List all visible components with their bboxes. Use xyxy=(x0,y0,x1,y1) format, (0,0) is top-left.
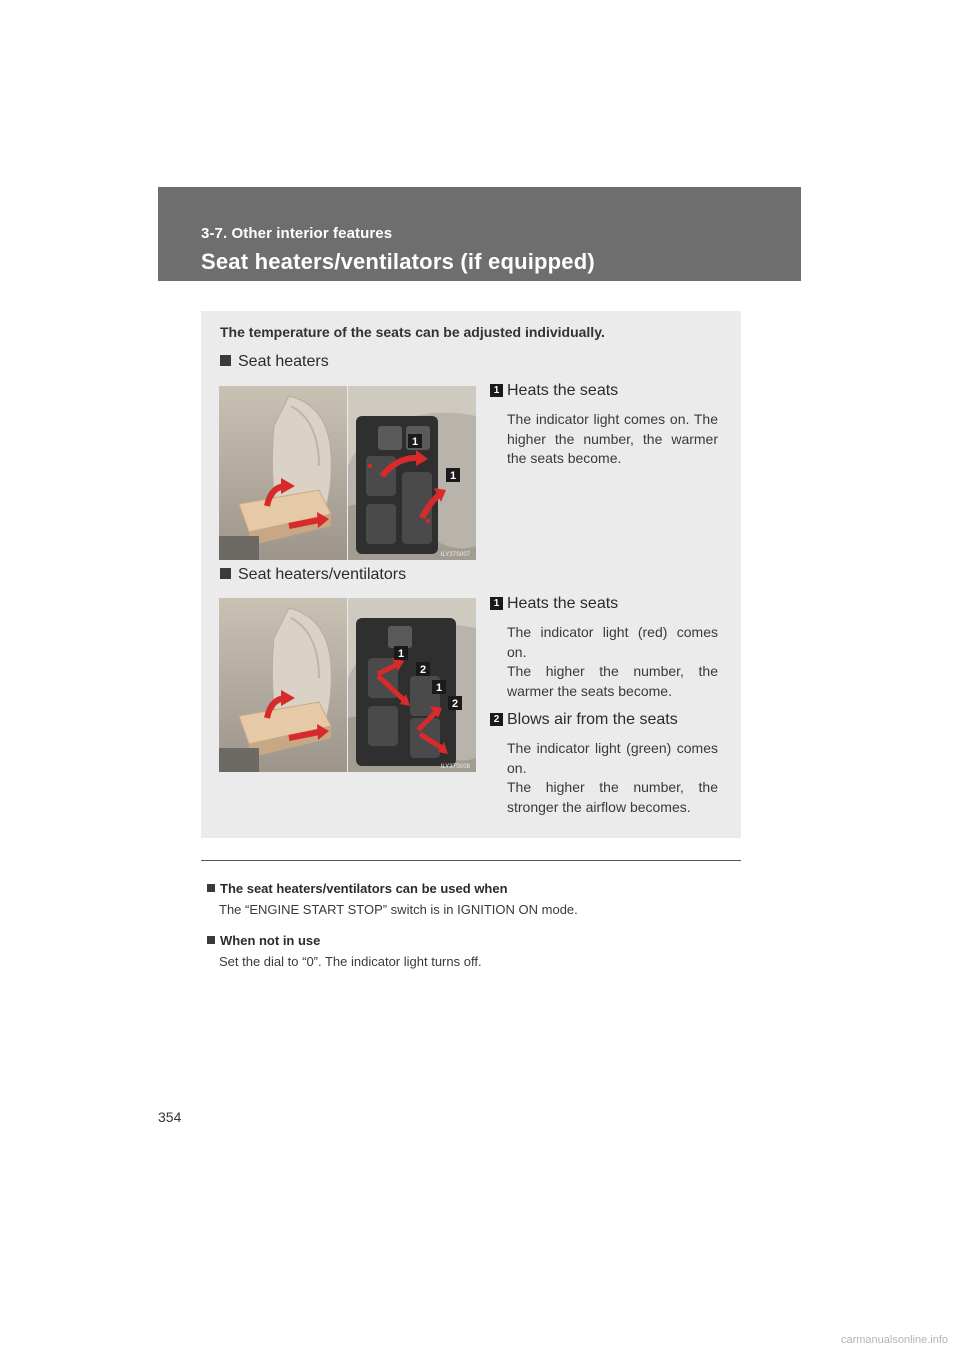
step-number-badge: 1 xyxy=(490,384,503,397)
watermark: carmanualsonline.info xyxy=(840,1334,948,1346)
image-code-label: ILY37S007 xyxy=(440,552,470,558)
step-heats-seats xyxy=(490,381,718,469)
step-title: Blows air from the seats xyxy=(507,711,678,728)
square-bullet-icon xyxy=(207,936,215,944)
note-not-in-use xyxy=(207,933,747,969)
page-title: Seat heaters/ventilators (if equipped) xyxy=(201,249,595,274)
seat-armrest-photo xyxy=(219,386,347,560)
note-title: When not in use xyxy=(207,933,747,948)
seat-armrest-photo-2 xyxy=(219,598,347,772)
callout-2a: 2 xyxy=(419,664,427,676)
note-title: The seat heaters/ventilators can be used when xyxy=(207,881,747,896)
square-bullet-icon xyxy=(207,884,215,892)
step-description-line: The higher the number, the warmer the seats become. xyxy=(507,663,718,699)
step-number-badge: 1 xyxy=(490,597,503,610)
section-label: 3-7. Other interior features xyxy=(201,225,393,242)
seat-heaters-ventilators-heading: Seat heaters/ventilators xyxy=(220,566,406,584)
step-description-line: The indicator light (green) comes on. xyxy=(507,740,718,776)
seat-heaters-heading: Seat heaters xyxy=(220,353,329,371)
note-body: The “ENGINE START STOP” switch is in IGNITION ON mode. xyxy=(219,902,578,917)
seat-switch-photo-2 xyxy=(348,598,476,772)
section-header xyxy=(158,187,801,281)
callout-1b: 1 xyxy=(449,470,457,482)
step-description-line: The higher the number, the stronger the airflow becomes. xyxy=(507,779,718,815)
intro-text: The temperature of the seats can be adjusted individually. xyxy=(220,324,605,340)
step-title: Heats the seats xyxy=(507,382,619,399)
note-body: Set the dial to “0”. The indicator light turns off. xyxy=(219,954,482,969)
step-heats-seats-2 xyxy=(490,594,718,701)
note-usage-condition xyxy=(207,881,747,917)
image-code-label: ILY37S008 xyxy=(440,764,470,770)
step-title: Heats the seats xyxy=(507,595,619,612)
callout-1a: 1 xyxy=(397,648,405,660)
step-description xyxy=(507,739,718,817)
instruction-panel xyxy=(201,311,741,838)
callout-1b: 1 xyxy=(435,682,443,694)
page-number: 354 xyxy=(158,1109,182,1125)
step-description: The indicator light comes on. The higher the number, the warmer the seats become. xyxy=(507,411,718,466)
step-blows-air xyxy=(490,710,718,817)
callout-2b: 2 xyxy=(451,698,459,710)
step-description xyxy=(507,623,718,701)
callout-1a: 1 xyxy=(411,436,419,448)
section-divider xyxy=(201,860,741,861)
seat-switch-photo xyxy=(348,386,476,560)
square-bullet-icon xyxy=(220,355,231,366)
step-number-badge: 2 xyxy=(490,713,503,726)
square-bullet-icon xyxy=(220,568,231,579)
step-description-line: The indicator light (red) comes on. xyxy=(507,624,718,660)
